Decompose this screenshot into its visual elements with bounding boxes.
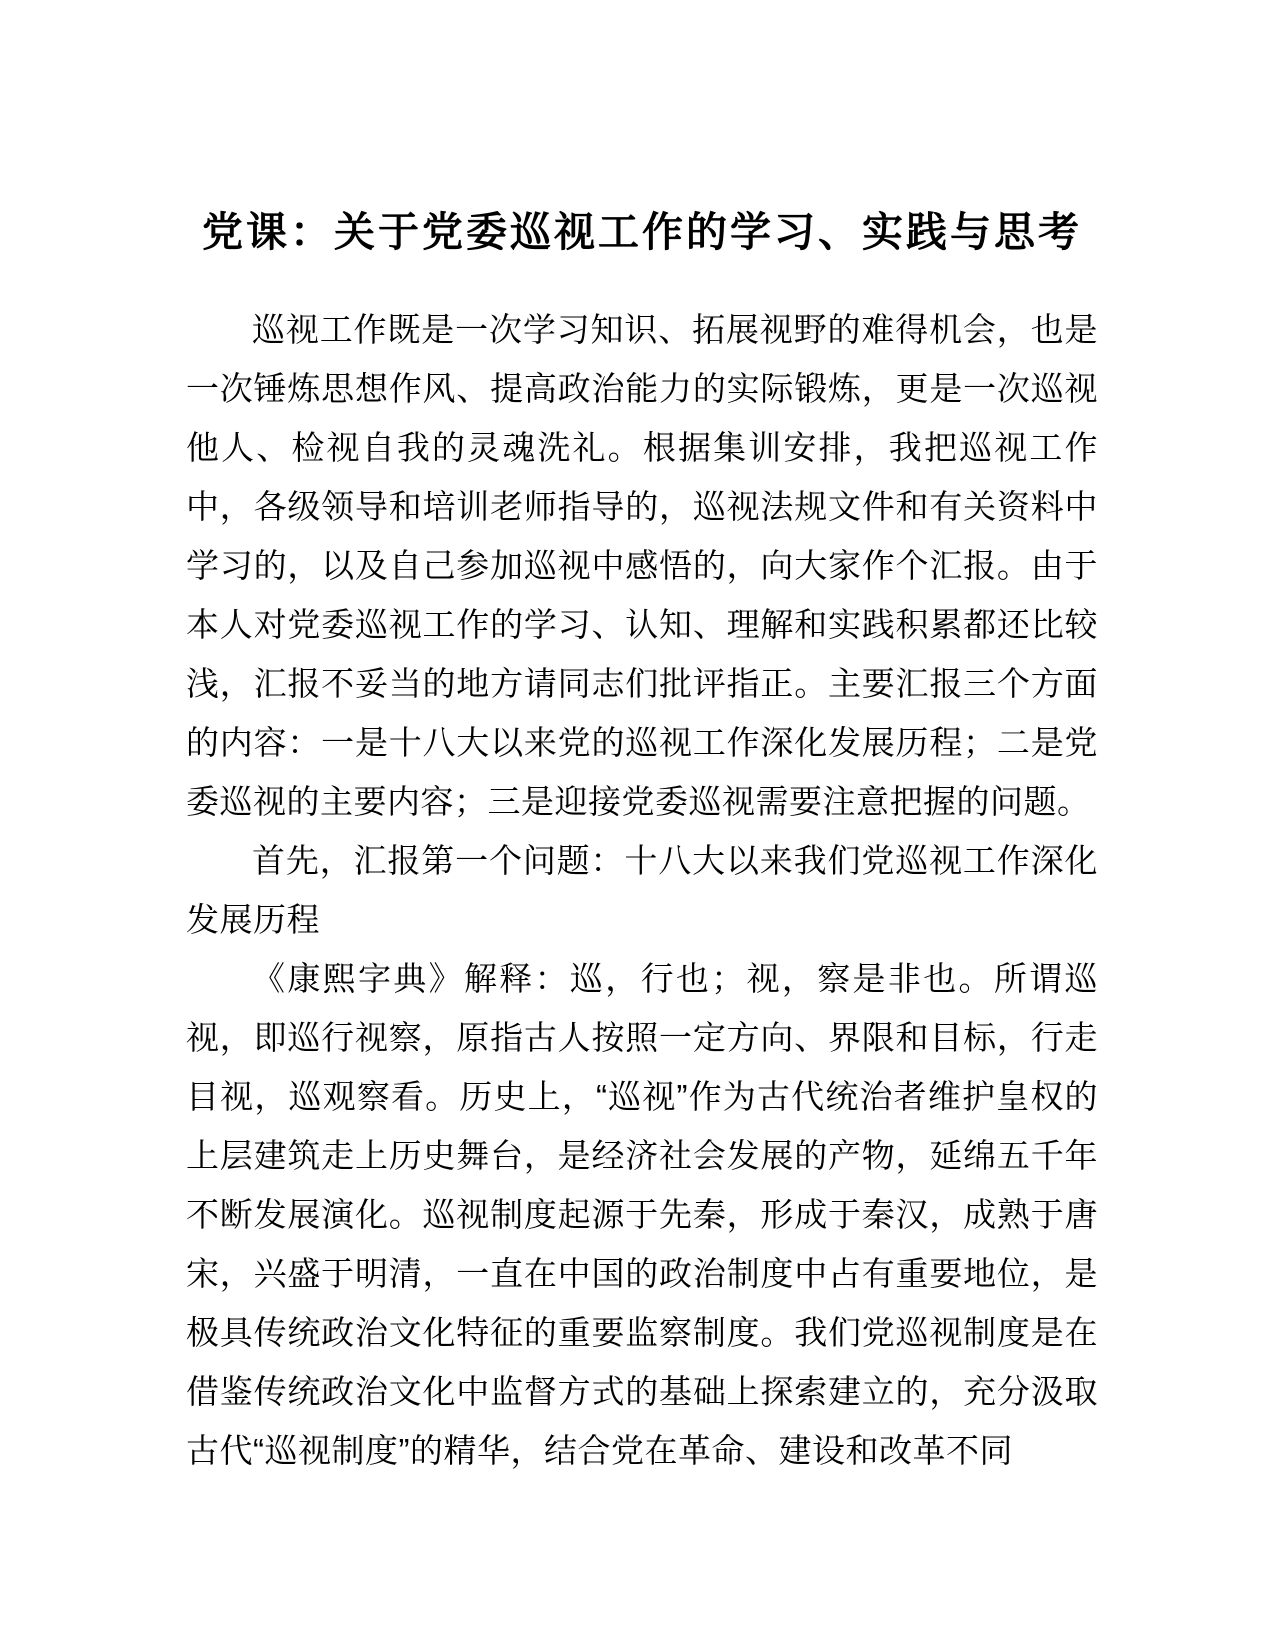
document-title: 党课：关于党委巡视工作的学习、实践与思考: [202, 209, 1082, 255]
paragraph-intro: 巡视工作既是一次学习知识、拓展视野的难得机会，也是一次锤炼思想作风、提高政治能力的实际锻炼，更是一次巡视他人、检视自我的灵魂洗礼。根据集训安排，我把巡视工作中，各级领导和培训老师指导的，巡视法规文件和有关资料中学习的，以及自己参加巡视中感悟的，向大家作个汇报。由于本人对党委巡视工作的学习、认知、理解和实践积累都还比较浅，汇报不妥当的地方请同志们批评指正。主要汇报三个方面的内容：一是十八大以来党的巡视工作深化发展历程；二是党委巡视的主要内容；三是迎接党委巡视需要注意把握的问题。: [186, 311, 1098, 820]
paragraph-section-lead: 首先，汇报第一个问题：十八大以来我们党巡视工作深化发展历程: [186, 842, 1098, 938]
document-content: [186, 200, 1098, 1480]
paragraph-history: 《康熙字典》解释：巡，行也；视，察是非也。所谓巡视，即巡行视察，原指古人按照一定方向、界限和目标，行走目视，巡观察看。历史上，“巡视”作为古代统治者维护皇权的上层建筑走上历史舞台，是经济社会发展的产物，延绵五千年不断发展演化。巡视制度起源于先秦，形成于秦汉，成熟于唐宋，兴盛于明清，一直在中国的政治制度中占有重要地位，是极具传统政治文化特征的重要监察制度。我们党巡视制度是在借鉴传统政治文化中监督方式的基础上探索建立的，充分汲取古代“巡视制度”的精华，结合党在革命、建设和改革不同: [186, 960, 1098, 1469]
